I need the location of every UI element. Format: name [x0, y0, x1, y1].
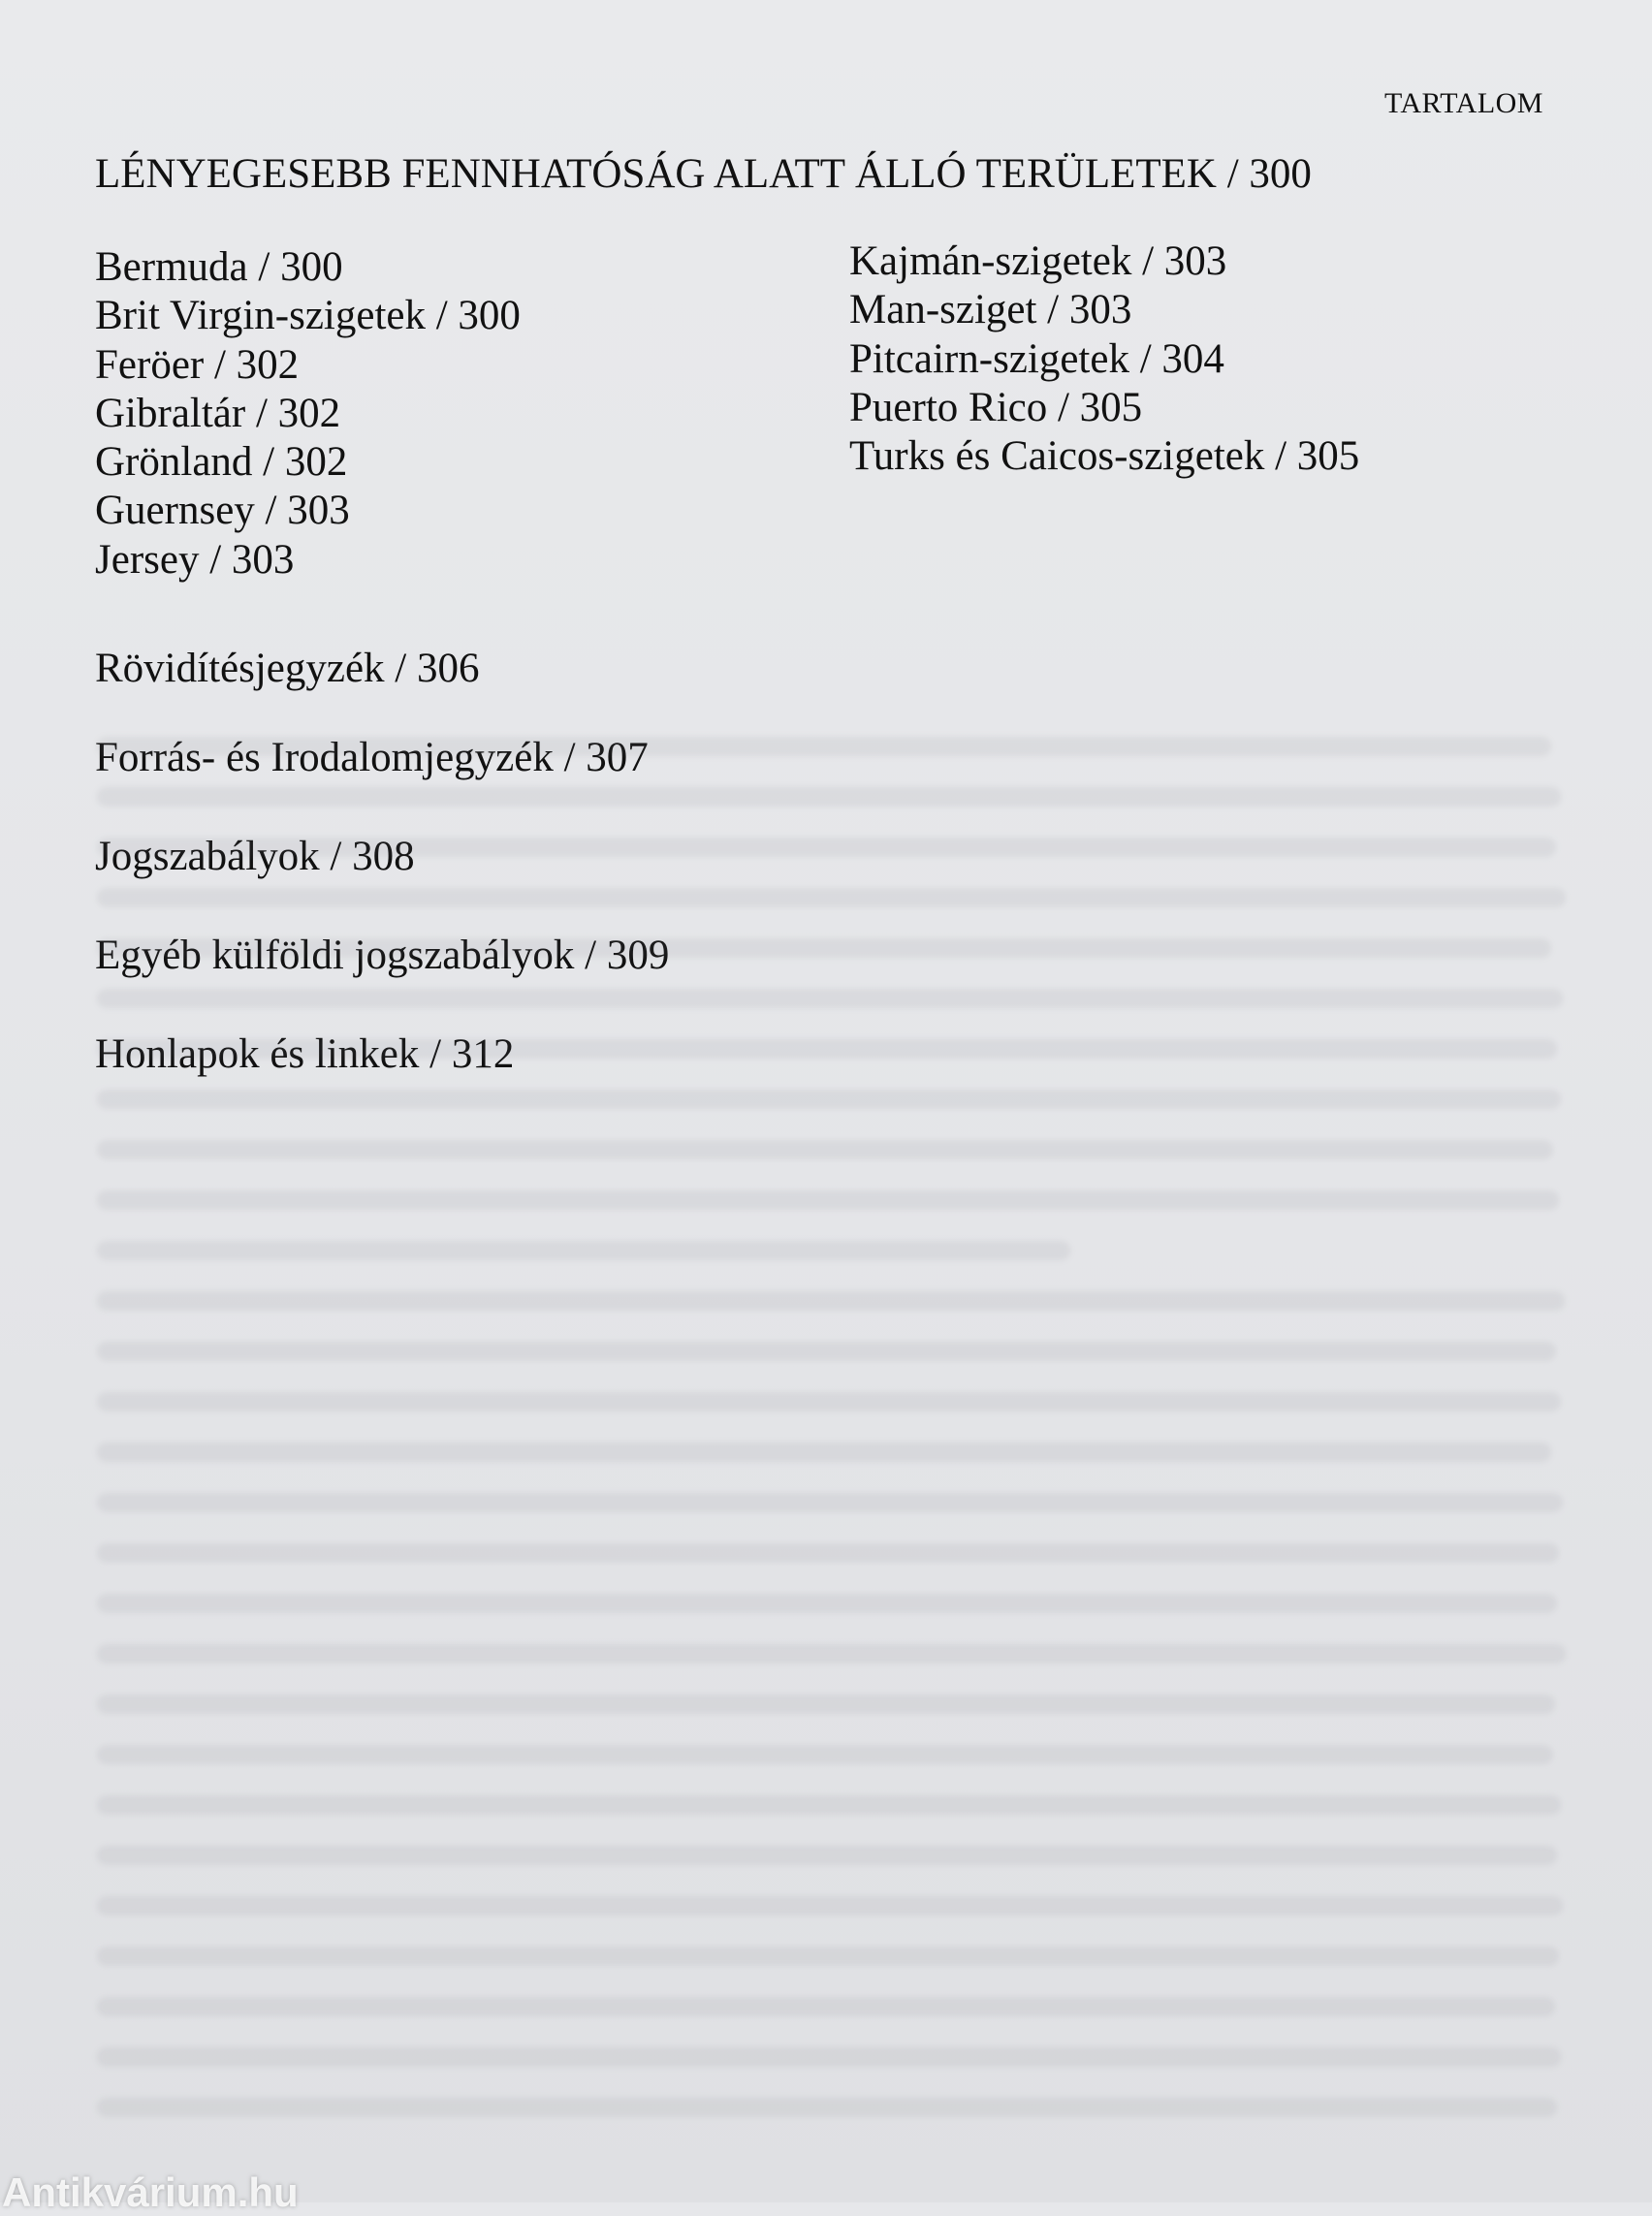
- territory-item: Bermuda / 300: [95, 244, 343, 290]
- running-head: TARTALOM: [1383, 87, 1543, 119]
- territory-item: Pitcairn-szigetek / 304: [849, 335, 1224, 382]
- territory-item: Man-sziget / 303: [849, 287, 1132, 333]
- territory-item: Turks és Caicos-szigetek / 305: [849, 433, 1360, 480]
- territory-item: Puerto Rico / 305: [849, 384, 1143, 430]
- territory-item: Feröer / 302: [95, 341, 300, 388]
- watermark: Antikvárium.hu: [2, 2169, 299, 2215]
- territory-item: Grönland / 302: [95, 439, 348, 486]
- toc-entry-abbreviations: Rövidítésjegyzék / 306: [95, 646, 480, 691]
- toc-entry-websites: Honlapok és linkek / 312: [95, 1031, 515, 1077]
- territory-item: Guernsey / 303: [95, 488, 350, 534]
- section-title: LÉNYEGESEBB FENNHATÓSÁG ALATT ÁLLÓ TERÜLETEK / 300: [95, 151, 1312, 197]
- toc-entry-sources: Forrás- és Irodalomjegyzék / 307: [95, 735, 649, 780]
- toc-entry-foreign-legislation: Egyéb külföldi jogszabályok / 309: [95, 933, 670, 978]
- territory-list-left: [95, 243, 521, 585]
- show-through-text: [97, 737, 1571, 2191]
- territory-item: Kajmán-szigetek / 303: [849, 238, 1227, 284]
- territory-list-right: [849, 237, 1359, 481]
- toc-entry-legislation: Jogszabályok / 308: [95, 834, 415, 879]
- territory-item: Gibraltár / 302: [95, 390, 341, 436]
- territory-item: Jersey / 303: [95, 536, 295, 583]
- territory-item: Brit Virgin-szigetek / 300: [95, 293, 521, 339]
